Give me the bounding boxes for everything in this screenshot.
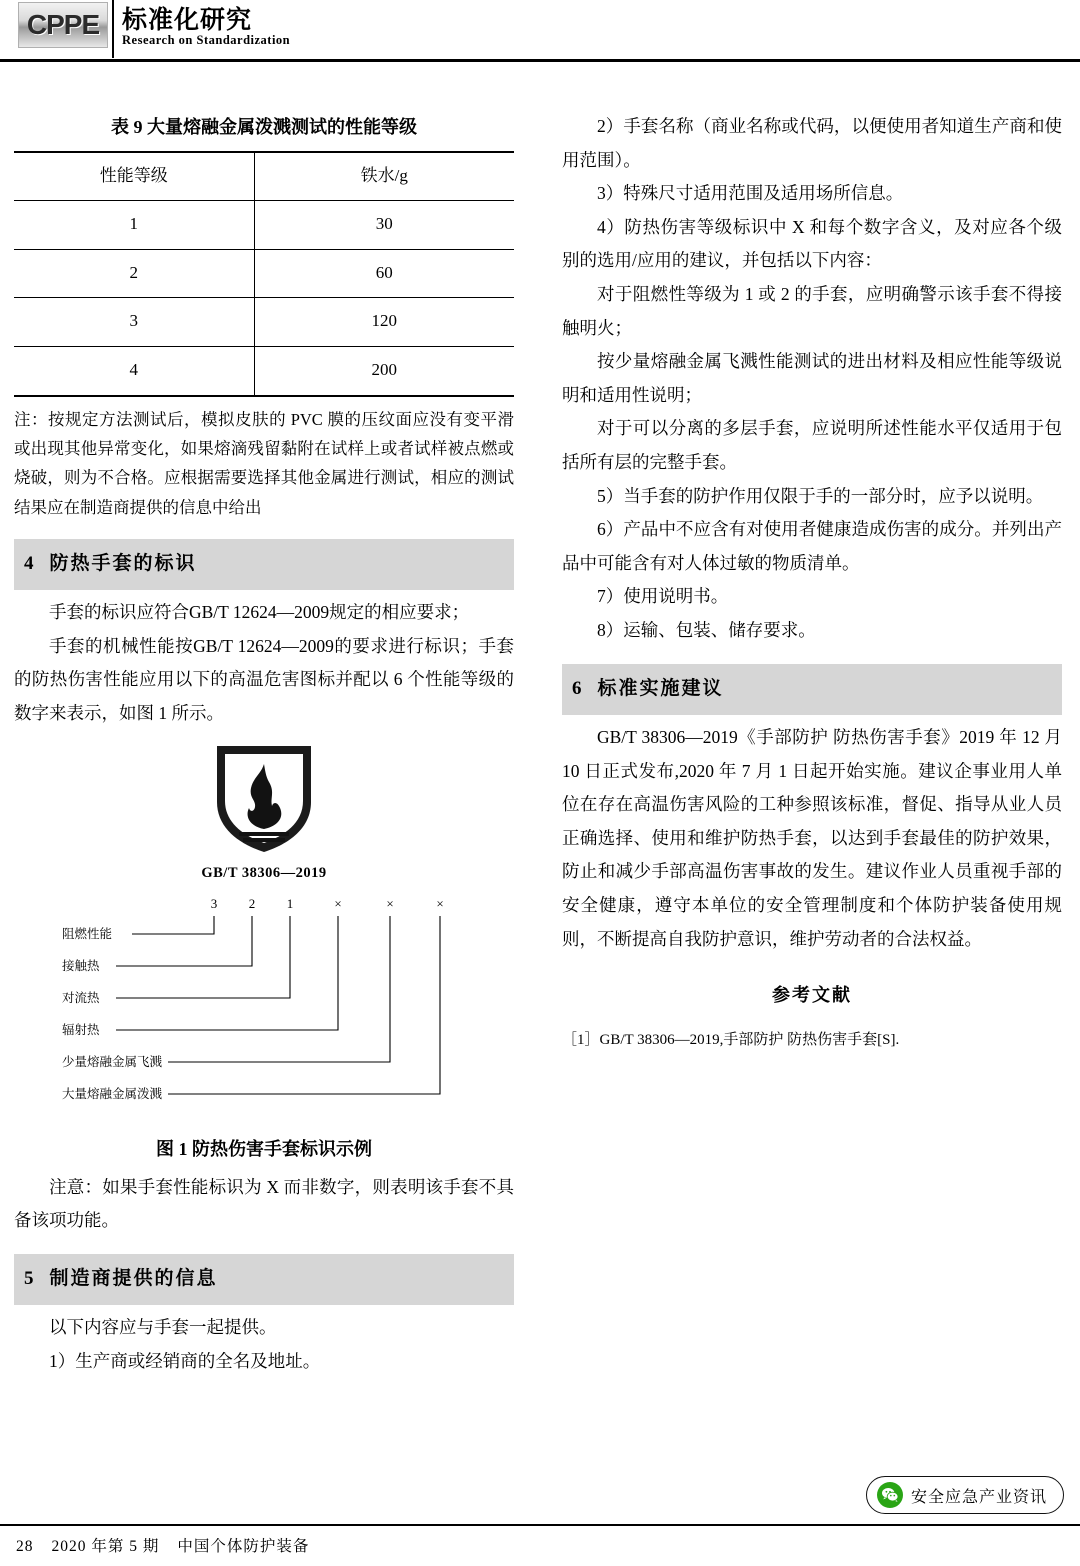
left-paragraph-2: 手套的机械性能按GB/T 12624—2009的要求进行标识；手套的防热伤害性能应用以下的高温危害图标并配以 6 个性能等级的数字来表示，如图 1 所示。 [14,635,514,723]
footer-line [16,1534,309,1556]
svg-text:×: × [334,896,342,912]
table-row [14,347,514,396]
cppe-logo: CPPE [18,2,108,48]
right-item-7: 5）当手套的防护作用仅限于手的一部分时，应予以说明。 [597,485,1044,506]
table9-cell-2-0: 3 [14,298,254,347]
table9-cell-3-0: 4 [14,347,254,396]
wechat-icon [877,1482,903,1508]
right-item-6: 对于可以分离的多层手套，应说明所述性能水平仅适用于包括所有层的完整手套。 [562,418,1062,472]
right-item-9: 7）使用说明书。 [597,586,729,607]
table-row [14,249,514,298]
table9-cell-2-1: 120 [254,298,514,347]
table9-cell-1-1: 60 [254,249,514,298]
left-paragraph-1: 手套的标识应符合GB/T 12624—2009规定的相应要求； [49,602,470,623]
section-4-title: 防热手套的标识 [49,552,197,574]
table9-cell-0-1: 30 [254,201,514,250]
table9-cell-3-1: 200 [254,347,514,396]
section-5-title: 制造商提供的信息 [49,1268,218,1290]
page-header [0,0,1080,62]
page-footer [0,1524,1080,1566]
right-item-5: 按少量熔融金属飞溅性能测试的进出材料及相应性能等级说明和适用性说明； [562,351,1062,405]
right-item-10: 8）运输、包装、储存要求。 [597,619,816,640]
left-paragraph-4: 以下内容应与手套一起提供。 [49,1317,277,1338]
svg-text:×: × [436,896,444,912]
table9-cell-0-0: 1 [14,201,254,250]
svg-text:辐射热: 辐射热 [62,1023,100,1038]
references-title: 参考文献 [772,985,852,1006]
table9-cell-1-0: 2 [14,249,254,298]
right-item-1: 2）手套名称（商业名称或代码，以便使用者知道生产商和使用范围）。 [562,116,1062,170]
wechat-badge[interactable] [866,1476,1064,1514]
section-heading-6 [562,664,1062,715]
table-row [14,298,514,347]
left-column [14,110,514,1379]
svg-text:接触热: 接触热 [62,959,100,974]
table9-col-1: 铁水/g [254,152,514,201]
table9-col-0: 性能等级 [14,152,254,201]
right-item-4: 对于阻燃性等级为 1 或 2 的手套，应明确警示该手套不得接触明火； [562,283,1062,338]
reference-item-1: ［1］GB/T 38306—2019,手部防护 防热伤害手套[S]. [562,1031,900,1048]
section-6-title: 标准实施建议 [597,677,724,699]
table9-note: 注：按规定方法测试后，模拟皮肤的 PVC 膜的压纹面应没有变平滑或出现其他异常变化，如果熔滴残留黏附在试样上或者试样被点燃或烧破，则为不合格。应根据需要选择其他金属进行测试，相应的测试结果应在制造商提供的信息中给出 [14,409,514,517]
pictogram-standard-code: GB/T 38306—2019 [201,865,327,882]
page-number: 28 [16,1538,34,1555]
svg-text:2: 2 [248,896,256,912]
journal-name: 中国个体防护装备 [177,1538,310,1555]
right-column [562,110,1062,1068]
header-subtitle: Research on Standardization [122,33,291,47]
flame-shield-pictogram-icon [209,740,319,858]
svg-text:×: × [386,896,394,912]
section-6-body: GB/T 38306—2019《手部防护 防热伤害手套》2019 年 12 月 10 日正式发布,2020 年 7 月 1 日起开始实施。建议企事业用人单位在存在高温伤害风险的工种参照该标准，督促、指导从业人员正确选择、使用和维护防热手套，以达到手套最佳的防护效果，防止和减少手部高温伤害事故的发生。建议作业人员重视手部的安全健康，遵守本单位的安全管理制度和个体防护装备使用规则，不断提高自我防护意识，维护劳动者的合法权益。 [562,726,1062,949]
right-item-8: 6）产品中不应含有对使用者健康造成伤害的成分。并列出产品中可能含有对人体过敏的物质清单。 [562,519,1062,573]
section-5-number: 5 [24,1268,36,1290]
section-heading-4 [14,539,514,590]
left-paragraph-3: 注意：如果手套性能标识为 X 而非数字，则表明该手套不具备该项功能。 [14,1176,514,1231]
left-paragraph-5: 1）生产商或经销商的全名及地址。 [49,1351,321,1372]
right-item-2: 3）特殊尺寸适用范围及适用场所信息。 [597,183,904,204]
issue-label: 2020 年第 5 期 [51,1538,160,1555]
table9 [14,151,514,397]
figure-1-caption: 图 1 防热伤害手套标识示例 [156,1139,372,1160]
header-divider [112,0,114,58]
right-item-3: 4）防热伤害等级标识中 X 和每个数字含义，及对应各个级别的选用/应用的建议，并包括以下内容： [562,216,1062,271]
header-title: 标准化研究 [122,7,253,34]
section-heading-5 [14,1254,514,1305]
table-header-row [14,152,514,201]
svg-text:1: 1 [286,896,294,912]
svg-text:阻燃性能: 阻燃性能 [62,927,113,942]
wechat-label: 安全应急产业资讯 [910,1488,1047,1506]
section-4-number: 4 [24,552,36,574]
svg-text:少量熔融金属飞溅: 少量熔融金属飞溅 [62,1055,163,1070]
svg-text:大量熔融金属泼溅: 大量熔融金属泼溅 [62,1087,163,1102]
section-6-number: 6 [572,677,584,699]
marking-legend-diagram [44,894,484,1124]
table-row [14,201,514,250]
svg-text:3: 3 [210,896,218,912]
figure-1 [14,740,514,1166]
svg-text:对流热: 对流热 [62,991,100,1006]
table9-caption: 表 9 大量熔融金属泼溅测试的性能等级 [111,117,417,137]
